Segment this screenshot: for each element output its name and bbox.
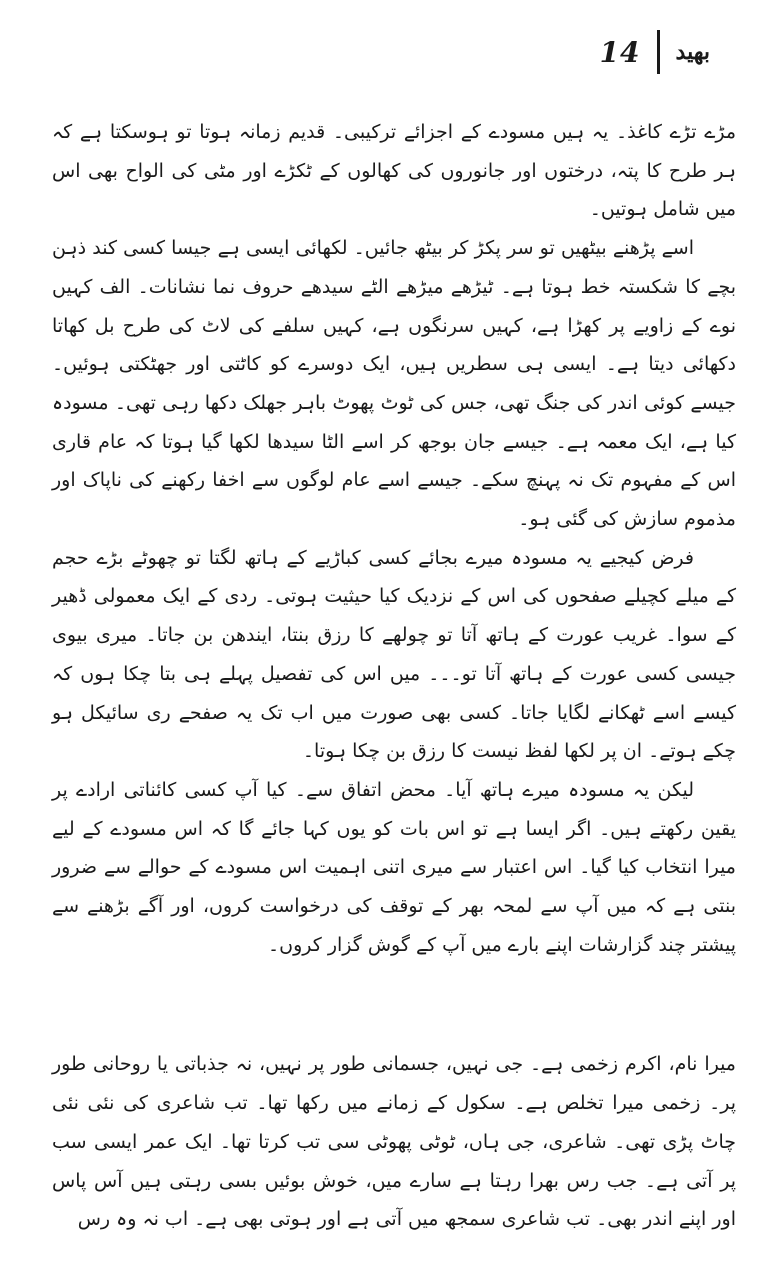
- page-number: 14: [599, 35, 641, 69]
- paragraph-1: مڑے تڑے کاغذ۔ یہ ہیں مسودے کے اجزائے ترکیبی۔ قدیم زمانہ ہوتا تو ہوسکتا ہے کہ ہر طرح کا پتہ، درختوں اور جانوروں کی کھالوں کے ٹکڑے اور مٹی کی الواح بھی اس میں شامل ہوتیں۔: [52, 121, 736, 221]
- body-text: [52, 113, 736, 1239]
- page-header: [600, 22, 710, 82]
- header-divider: [657, 30, 660, 74]
- paragraph-5: میرا نام، اکرم زخمی ہے۔ جی نہیں، جسمانی طور پر نہیں، نہ جذباتی یا روحانی طور پر۔ زخمی میرا تخلص ہے۔ سکول کے زمانے میں رکھا تھا۔ تب شاعری کی نئی نئی چاٹ پڑی تھی۔ شاعری، جی ہاں، ٹوٹی پھوٹی سی تب کرتا تھا۔ ایک عمر ایسی سب پر آتی ہے۔ جب رس بھرا رہتا ہے سارے میں، خوش بوئیں بسی رہتی ہیں آس پاس اور اپنے اندر بھی۔ تب شاعری سمجھ میں آتی ہے اور ہوتی بھی ہے۔ اب نہ وہ رس: [52, 1053, 736, 1231]
- paragraph-4: لیکن یہ مسودہ میرے ہاتھ آیا۔ محض اتفاق سے۔ کیا آپ کسی کائناتی ارادے پر یقین رکھتے ہیں۔ اگر ایسا ہے تو اس بات کو یوں کہا جائے گا کہ اس مسودے کے لیے میرا انتخاب کیا گیا۔ اس اعتبار سے میری اتنی اہمیت اس مسودے کے حوالے سے ضرور بنتی ہے کہ میں آپ سے لمحہ بھر کے توقف کی درخواست کروں، اور آگے بڑھنے سے پیشتر چند گزارشات اپنے بارے میں آپ کے گوش گزار کروں۔: [52, 778, 736, 956]
- paragraph-2: اسے پڑھنے بیٹھیں تو سر پکڑ کر بیٹھ جائیں۔ لکھائی ایسی ہے جیسا کسی کند ذہن بچے کا شکستہ خط ہوتا ہے۔ ٹیڑھے میڑھے الٹے سیدھے حروف نما نشانات۔ الف کہیں نوے کے زاویے پر کھڑا ہے، کہیں سرنگوں ہے، کہیں سلفے کی لاٹ کی طرح بل کھاتا دکھائی دیتا ہے۔ ایسی ہی سطریں ہیں، ایک دوسرے کو کاٹتی اور جھٹکتی ہوئیں۔ جیسے کوئی اندر کی جنگ تھی، جس کی ٹوٹ پھوٹ باہر جھلک دکھا رہی تھی۔ مسودہ کیا ہے، ایک معمہ ہے۔ جیسے جان بوجھ کر اسے الٹا سیدھا لکھا گیا ہوتا کہ عام قاری اس کے مفہوم تک نہ پہنچ سکے۔ جیسے اسے عام لوگوں سے اخفا رکھنے کی ناپاک اور مذموم سازش کی گئی ہو۔: [52, 237, 736, 531]
- paragraph-3: فرض کیجیے یہ مسودہ میرے بجائے کسی کباڑیے کے ہاتھ لگتا تو چھوٹے بڑے حجم کے میلے کچیلے صفحوں کی اس کے نزدیک کیا حیثیت ہوتی۔ ردی کے ایک معمولی ڈھیر کے سوا۔ غریب عورت کے ہاتھ آتا تو چولھے کا رزق بنتا، ایندھن بن جاتا۔ میری بیوی جیسی کسی عورت کے ہاتھ آتا تو۔۔۔ میں اس کی تفصیل پہلے ہی بتا چکا ہوں کہ کیسے اسے ٹھکانے لگایا جاتا۔ کسی بھی صورت میں اب تک یہ صفحے ری سائیکل ہو چکے ہوتے۔ ان پر لکھا لفظ نیست کا رزق بن چکا ہوتا۔: [52, 546, 736, 763]
- section-break: [52, 964, 736, 1045]
- running-title: بھید: [675, 39, 710, 65]
